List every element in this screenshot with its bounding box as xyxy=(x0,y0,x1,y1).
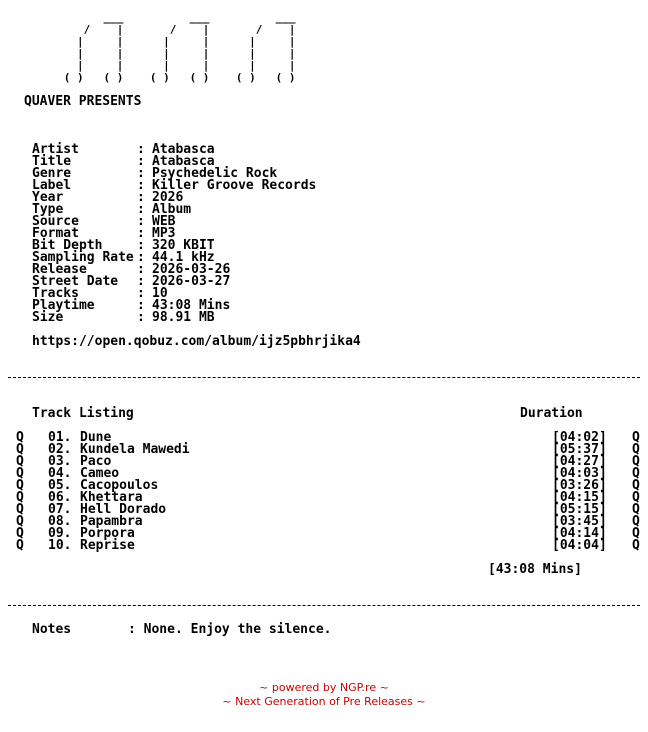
track-list xyxy=(0,432,648,552)
track-number: 05. xyxy=(48,478,72,493)
track-number: 01. xyxy=(48,430,72,445)
track-duration: [04:15] xyxy=(552,490,607,505)
info-value: Atabasca xyxy=(152,154,215,169)
presents-heading: QUAVER PRESENTS xyxy=(24,94,142,109)
info-separator: : xyxy=(137,274,145,289)
info-key: Type xyxy=(32,202,64,217)
info-row xyxy=(32,312,316,324)
track-title: Reprise xyxy=(80,538,135,553)
track-marker-left: Q xyxy=(16,478,24,493)
track-marker-right: Q xyxy=(632,502,640,517)
total-playtime: [43:08 Mins] xyxy=(488,562,582,577)
info-value: Killer Groove Records xyxy=(152,178,317,193)
info-separator: : xyxy=(137,154,145,169)
track-title: Dune xyxy=(80,430,112,445)
track-marker-right: Q xyxy=(632,514,640,529)
track-marker-left: Q xyxy=(16,430,24,445)
track-duration: [04:04] xyxy=(552,538,607,553)
info-key: Title xyxy=(32,154,72,169)
track-number: 07. xyxy=(48,502,72,517)
footer-tagline: ~ Next Generation of Pre Releases ~ xyxy=(222,695,426,708)
info-value: 44.1 kHz xyxy=(152,250,215,265)
info-key: Sampling Rate xyxy=(32,250,134,265)
info-key: Artist xyxy=(32,142,79,157)
track-duration: [04:27] xyxy=(552,454,607,469)
info-value: 320 KBIT xyxy=(152,238,215,253)
info-key: Format xyxy=(32,226,79,241)
info-separator: : xyxy=(137,250,145,265)
track-title: Paco xyxy=(80,454,112,469)
info-separator: : xyxy=(137,310,145,325)
info-separator: : xyxy=(137,214,145,229)
track-title: Khettara xyxy=(80,490,143,505)
track-title: Kundela Mawedi xyxy=(80,442,190,457)
track-number: 08. xyxy=(48,514,72,529)
track-duration: [03:26] xyxy=(552,478,607,493)
info-value: 98.91 MB xyxy=(152,310,215,325)
track-row xyxy=(0,540,648,552)
track-duration: [03:45] xyxy=(552,514,607,529)
info-value: 2026-03-27 xyxy=(152,274,231,289)
track-marker-left: Q xyxy=(16,466,24,481)
track-marker-left: Q xyxy=(16,490,24,505)
track-marker-right: Q xyxy=(632,442,640,457)
track-duration: [05:37] xyxy=(552,442,607,457)
release-info-block xyxy=(32,144,316,324)
track-number: 06. xyxy=(48,490,72,505)
divider-line xyxy=(8,377,640,378)
track-title: Papambra xyxy=(80,514,143,529)
track-marker-left: Q xyxy=(16,442,24,457)
track-marker-left: Q xyxy=(16,526,24,541)
info-key: Genre xyxy=(32,166,72,181)
footer-powered-by: ~ powered by NGP.re ~ xyxy=(259,681,389,694)
duration-heading: Duration xyxy=(520,406,583,421)
info-key: Size xyxy=(32,310,64,325)
info-value: MP3 xyxy=(152,226,176,241)
info-separator: : xyxy=(137,226,145,241)
info-separator: : xyxy=(137,166,145,181)
info-separator: : xyxy=(137,238,145,253)
info-separator: : xyxy=(137,190,145,205)
info-key: Tracks xyxy=(32,286,79,301)
track-marker-right: Q xyxy=(632,478,640,493)
info-value: 2026 xyxy=(152,190,184,205)
info-separator: : xyxy=(137,202,145,217)
track-marker-right: Q xyxy=(632,466,640,481)
info-key: Label xyxy=(32,178,72,193)
track-marker-left: Q xyxy=(16,502,24,517)
track-title: Porpora xyxy=(80,526,135,541)
info-value: 43:08 Mins xyxy=(152,298,231,313)
info-value: Psychedelic Rock xyxy=(152,166,278,181)
track-number: 02. xyxy=(48,442,72,457)
info-separator: : xyxy=(137,262,145,277)
info-value: 2026-03-26 xyxy=(152,262,231,277)
track-title: Cacopoulos xyxy=(80,478,159,493)
info-key: Bit Depth xyxy=(32,238,103,253)
info-value: Atabasca xyxy=(152,142,215,157)
info-key: Street Date xyxy=(32,274,119,289)
info-key: Playtime xyxy=(32,298,95,313)
divider-line xyxy=(8,605,640,606)
track-marker-left: Q xyxy=(16,454,24,469)
track-marker-right: Q xyxy=(632,526,640,541)
info-value: Album xyxy=(152,202,192,217)
track-marker-right: Q xyxy=(632,430,640,445)
track-listing-heading: Track Listing xyxy=(32,406,134,421)
track-marker-left: Q xyxy=(16,538,24,553)
info-separator: : xyxy=(137,178,145,193)
release-url-link[interactable]: https://open.qobuz.com/album/ijz5pbhrjika4 xyxy=(32,334,361,349)
info-key: Year xyxy=(32,190,64,205)
track-duration: [04:14] xyxy=(552,526,607,541)
info-value: 10 xyxy=(152,286,168,301)
track-duration: [04:03] xyxy=(552,466,607,481)
track-number: 03. xyxy=(48,454,72,469)
track-duration: [04:02] xyxy=(552,430,607,445)
track-marker-right: Q xyxy=(632,538,640,553)
ascii-logo-art: ___ ___ ___ / | / | / | | | | | | | | | | | | | | | | | | | ( ) ( ) ( ) ( ) ( ) ( ) xyxy=(63,11,296,84)
info-separator: : xyxy=(137,286,145,301)
track-marker-right: Q xyxy=(632,454,640,469)
track-title: Cameo xyxy=(80,466,120,481)
track-marker-left: Q xyxy=(16,514,24,529)
info-key: Release xyxy=(32,262,87,277)
notes-label: Notes xyxy=(32,622,72,637)
info-separator: : xyxy=(137,298,145,313)
track-number: 09. xyxy=(48,526,72,541)
info-key: Source xyxy=(32,214,79,229)
info-value: WEB xyxy=(152,214,176,229)
notes-value: : None. Enjoy the silence. xyxy=(128,622,332,637)
track-marker-right: Q xyxy=(632,490,640,505)
track-duration: [05:15] xyxy=(552,502,607,517)
track-number: 04. xyxy=(48,466,72,481)
track-title: Hell Dorado xyxy=(80,502,167,517)
track-number: 10. xyxy=(48,538,72,553)
info-separator: : xyxy=(137,142,145,157)
